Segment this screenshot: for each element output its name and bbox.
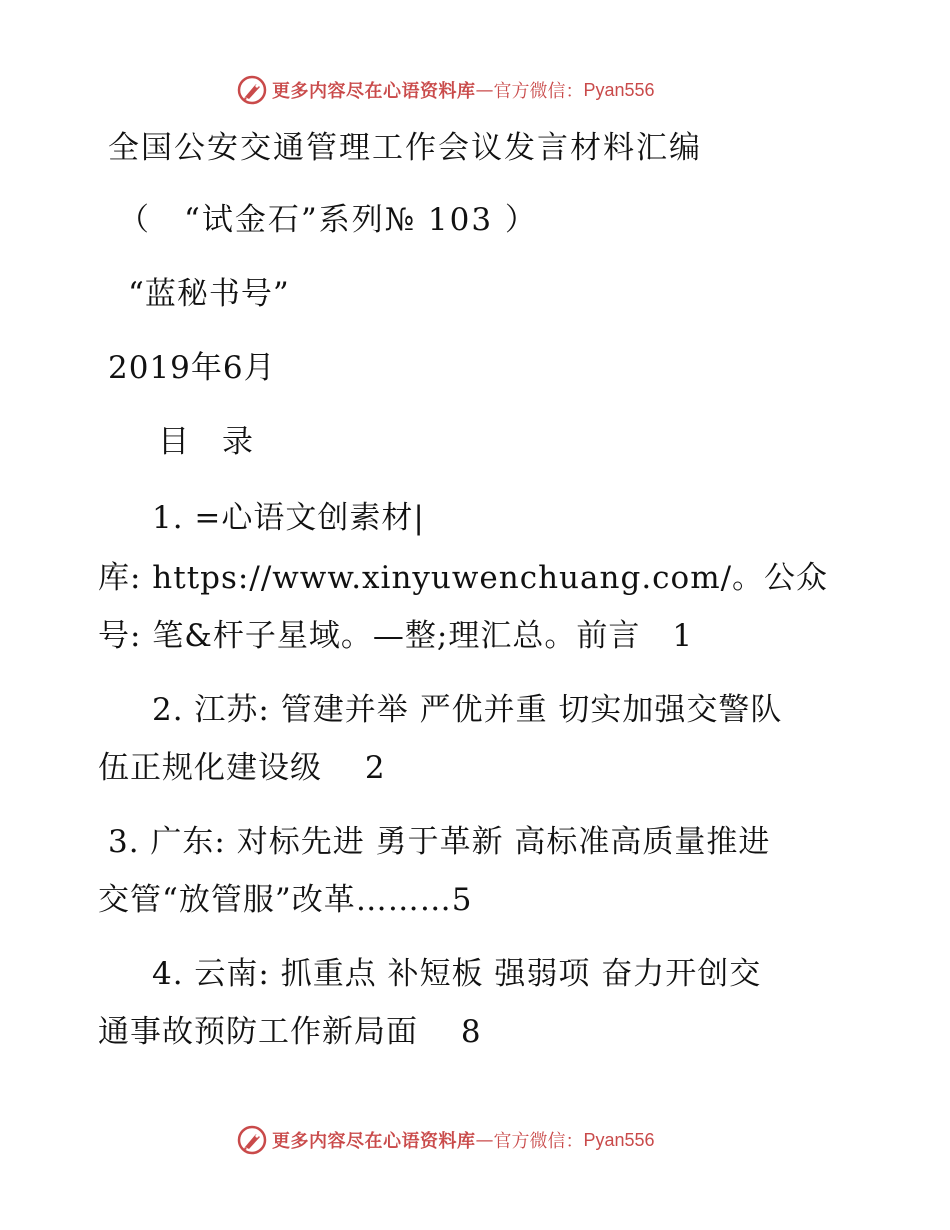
toc-entry-4-line-2: 通事故预防工作新局面 8 bbox=[98, 1014, 482, 1050]
document-brand: “蓝秘书号” bbox=[128, 276, 290, 312]
toc-entry-3-line-1: 3. 广东: 对标先进 勇于革新 高标准高质量推进 bbox=[108, 824, 771, 860]
watermark-dash: — bbox=[475, 1129, 494, 1151]
toc-entry-2-line-2: 伍正规化建设级 2 bbox=[98, 750, 386, 786]
pen-nib-logo-icon bbox=[236, 1124, 268, 1156]
toc-entry-1-line-3: 号: 笔&杆子星域。—整;理汇总。前言 1 bbox=[98, 618, 694, 654]
watermark-wechat-label: 官方微信： bbox=[493, 1131, 584, 1152]
watermark-banner-bottom bbox=[236, 1122, 655, 1158]
watermark-wechat-id: Pyan556 bbox=[583, 79, 655, 100]
document-title: 全国公安交通管理工作会议发言材料汇编 bbox=[108, 130, 702, 166]
watermark-wechat-label: 官方微信： bbox=[493, 81, 584, 102]
watermark-slogan: 更多内容尽在心语资料库 bbox=[272, 1131, 476, 1152]
pen-nib-logo-icon bbox=[236, 74, 268, 106]
watermark-slogan: 更多内容尽在心语资料库 bbox=[272, 81, 476, 102]
toc-heading: 目 录 bbox=[158, 424, 254, 460]
document-date: 2019年6月 bbox=[108, 350, 276, 386]
watermark-dash: — bbox=[475, 79, 494, 101]
toc-entry-4-line-1: 4. 云南: 抓重点 补短板 强弱项 奋力开创交 bbox=[152, 956, 762, 992]
toc-entry-2-line-1: 2. 江苏: 管建并举 严优并重 切实加强交警队 bbox=[152, 692, 783, 728]
toc-entry-3-line-2: 交管“放管服”改革………5 bbox=[98, 882, 473, 918]
watermark-banner-top bbox=[236, 72, 655, 108]
toc-entry-1-line-1: 1. =心语文创素材| bbox=[152, 500, 425, 536]
watermark-wechat-id: Pyan556 bbox=[583, 1129, 655, 1150]
document-series: （ “试金石”系列№ 103 ） bbox=[118, 202, 538, 238]
toc-entry-1-line-2: 库: https://www.xinyuwenchuang.com/。公众 bbox=[98, 560, 829, 596]
